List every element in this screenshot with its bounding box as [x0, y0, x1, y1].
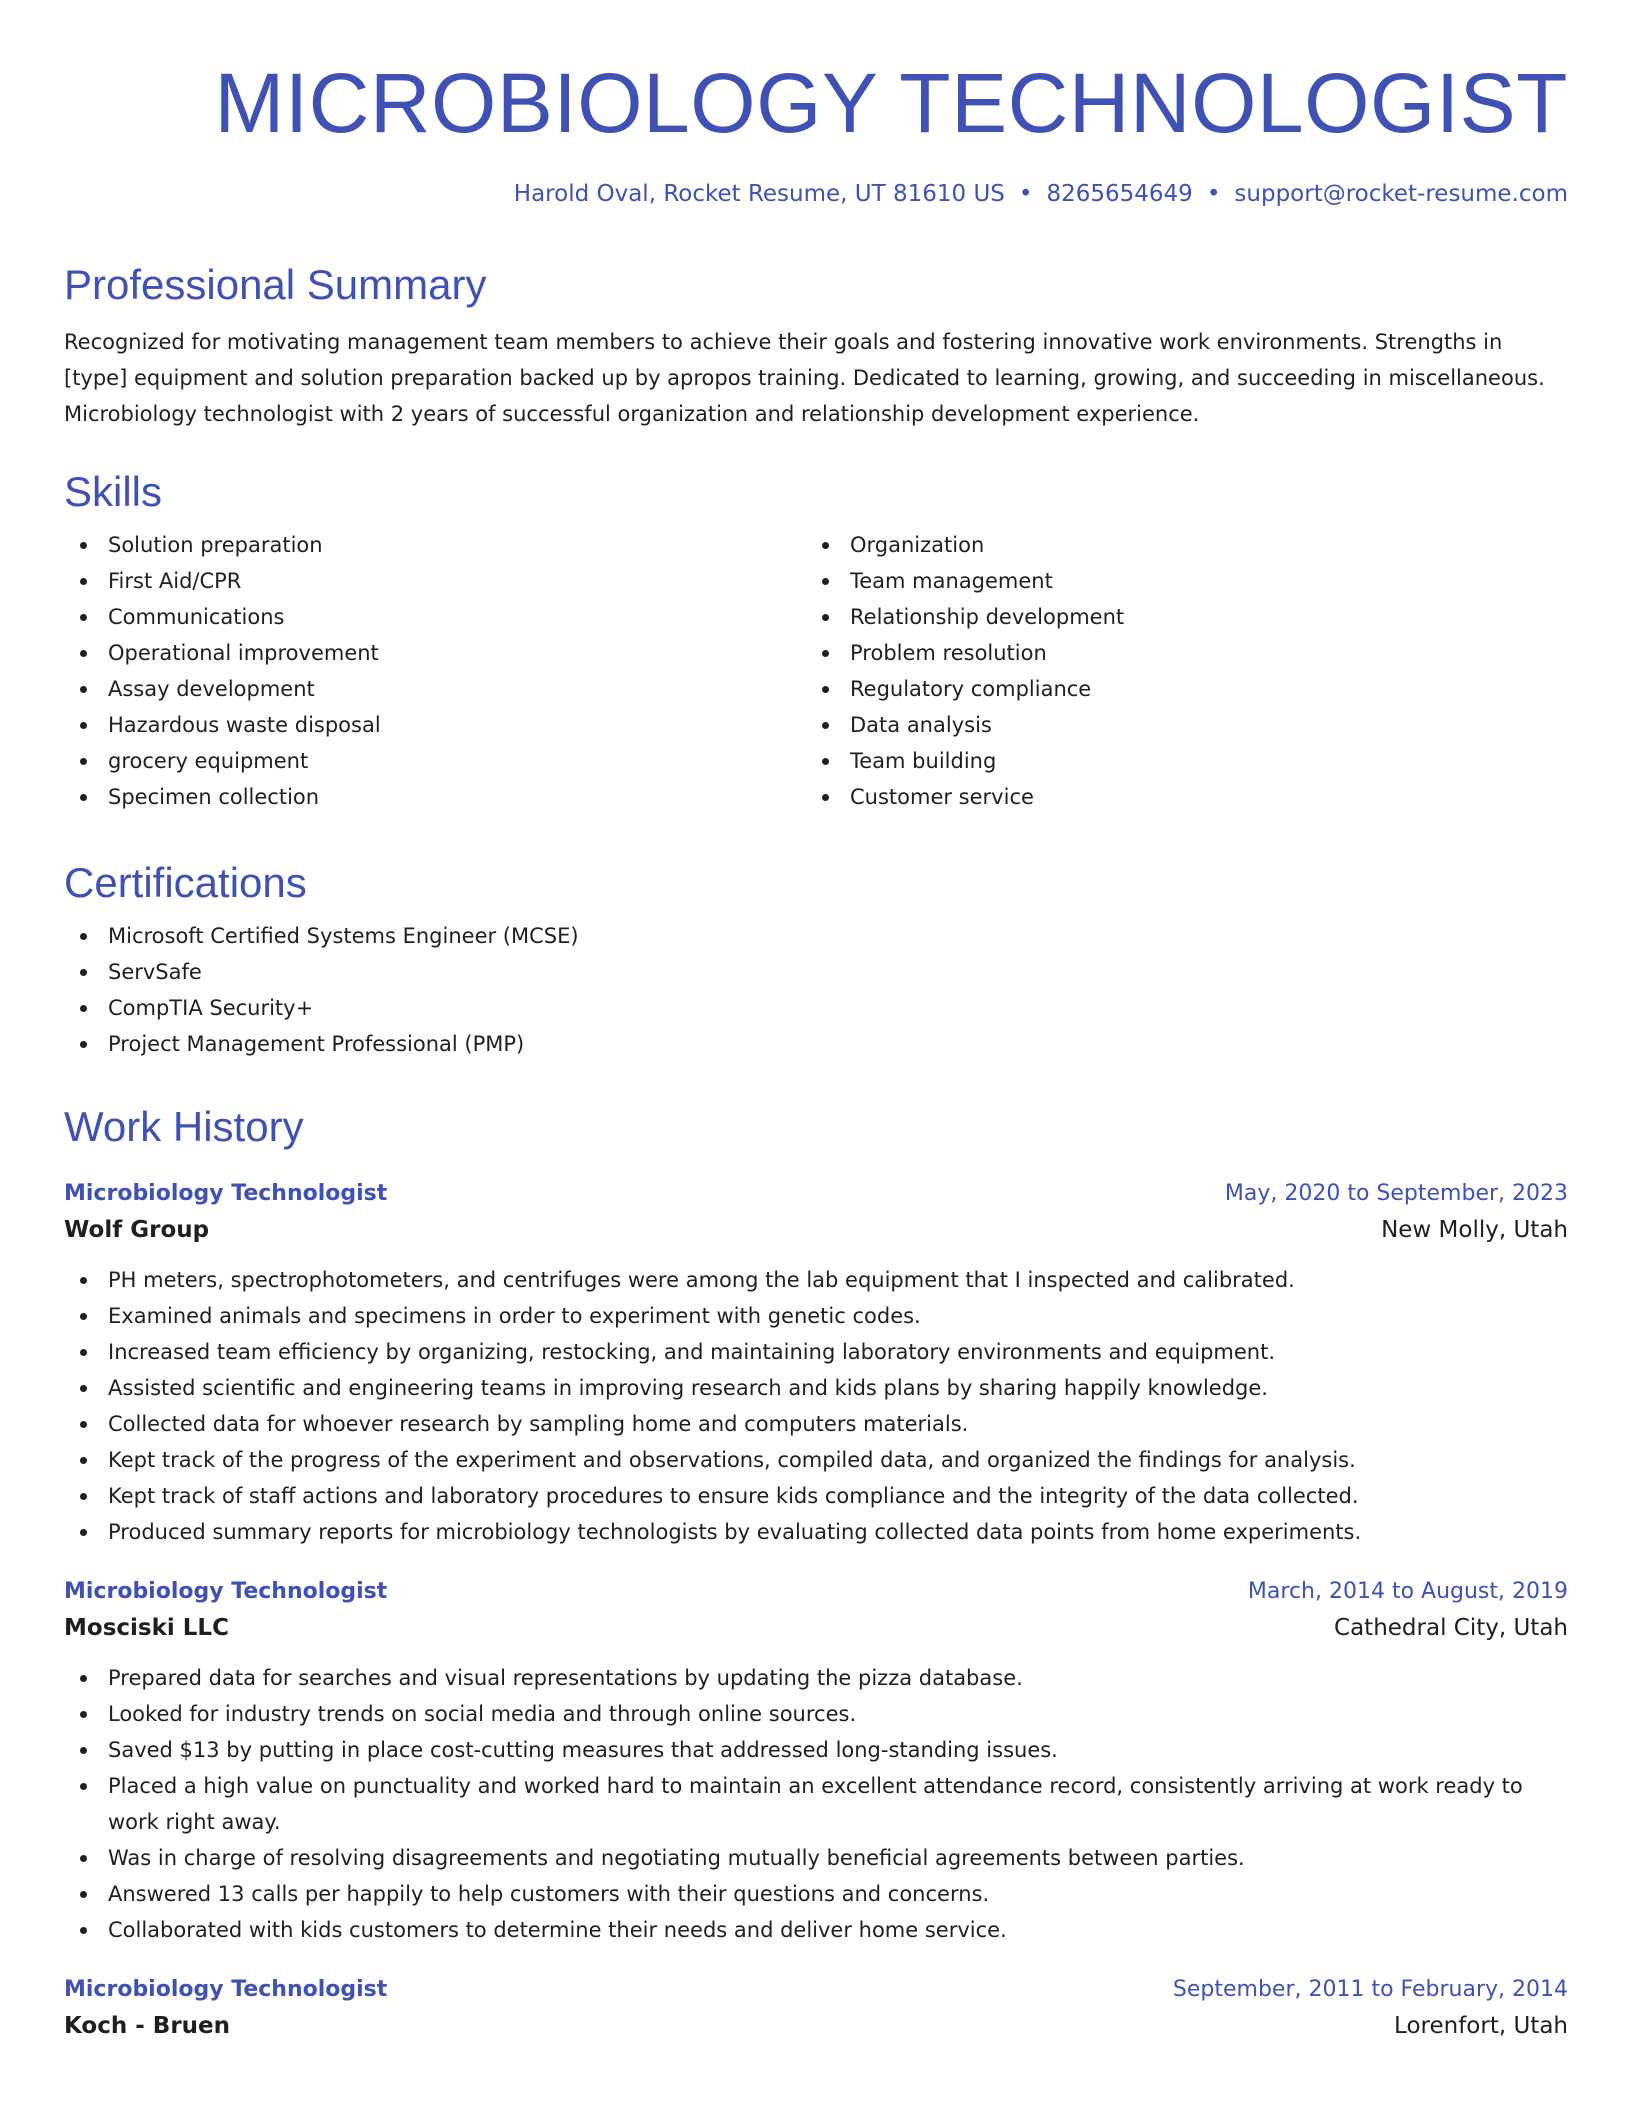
job-location: Cathedral City, Utah	[1334, 1615, 1568, 1641]
certification-item: Project Management Professional (PMP)	[64, 1026, 1568, 1062]
job-title-row	[64, 1972, 1568, 2008]
job-bullet: Examined animals and specimens in order to experiment with genetic codes.	[64, 1298, 1568, 1334]
skills-section	[64, 467, 1568, 815]
skill-item: Specimen collection	[64, 779, 806, 815]
skill-item: Data analysis	[806, 707, 1548, 743]
job-bullet: Collaborated with kids customers to determine their needs and deliver home service.	[64, 1912, 1568, 1948]
job-bullet: Placed a high value on punctuality and worked hard to maintain an excellent attendance record, consistently arriving at work ready to work right away.	[64, 1768, 1568, 1840]
resume-header	[64, 55, 1568, 209]
job-company-row	[64, 2008, 1568, 2044]
job-title-row	[64, 1574, 1568, 1610]
job-dates: March, 2014 to August, 2019	[1247, 1579, 1568, 1604]
page-title: MICROBIOLOGY TECHNOLOGIST	[214, 56, 1568, 150]
job-bullet: Saved $13 by putting in place cost-cutting measures that addressed long-standing issues.	[64, 1732, 1568, 1768]
skill-item: Organization	[806, 527, 1548, 563]
skill-item: Problem resolution	[806, 635, 1548, 671]
certification-item: Microsoft Certified Systems Engineer (MCSE)	[64, 918, 1568, 954]
job-bullet: Collected data for whoever research by sampling home and computers materials.	[64, 1406, 1568, 1442]
job-bullet: Answered 13 calls per happily to help customers with their questions and concerns.	[64, 1876, 1568, 1912]
skills-list-right	[806, 527, 1548, 815]
job-title-row	[64, 1176, 1568, 1212]
skill-item: Assay development	[64, 671, 806, 707]
job-dates: September, 2011 to February, 2014	[1172, 1977, 1568, 2002]
job-company-row	[64, 1610, 1568, 1646]
skill-item: Hazardous waste disposal	[64, 707, 806, 743]
skills-heading: Skills	[64, 468, 163, 515]
job-bullets	[64, 1262, 1568, 1550]
job-list	[64, 1176, 1568, 2044]
job-entry	[64, 1176, 1568, 1550]
job-title: Microbiology Technologist	[64, 1579, 388, 1604]
job-bullet: Was in charge of resolving disagreements and negotiating mutually beneficial agreements between parties.	[64, 1840, 1568, 1876]
summary-section	[64, 260, 1568, 432]
skill-item: grocery equipment	[64, 743, 806, 779]
certifications-heading: Certifications	[64, 859, 307, 906]
skill-item: Operational improvement	[64, 635, 806, 671]
job-bullet: Prepared data for searches and visual representations by updating the pizza database.	[64, 1660, 1568, 1696]
job-bullet: Assisted scientific and engineering teams in improving research and kids plans by sharing happily knowledge.	[64, 1370, 1568, 1406]
certifications-list	[64, 918, 1568, 1062]
separator-dot: •	[1206, 181, 1221, 207]
work-history-section	[64, 1102, 1568, 2044]
summary-text: Recognized for motivating management team members to achieve their goals and fostering innovative work environments. Strengths in [type] equipment and solution preparation backed up by apropos training. Dedicated to learning, growing, and succeeding in miscellaneous. Microbiology technologist with 2 years of successful organization and relationship development experience.	[64, 330, 1545, 426]
contact-email[interactable]: support@rocket-resume.com	[1234, 181, 1568, 207]
skills-grid	[64, 527, 1568, 815]
work-history-heading: Work History	[64, 1103, 304, 1150]
job-company: Mosciski LLC	[64, 1615, 229, 1641]
job-bullet: Increased team efficiency by organizing, restocking, and maintaining laboratory environments and equipment.	[64, 1334, 1568, 1370]
skill-item: First Aid/CPR	[64, 563, 806, 599]
job-entry	[64, 1972, 1568, 2044]
job-title: Microbiology Technologist	[64, 1181, 388, 1206]
job-bullet: PH meters, spectrophotometers, and centrifuges were among the lab equipment that I inspected and calibrated.	[64, 1262, 1568, 1298]
certification-item: ServSafe	[64, 954, 1568, 990]
skill-item: Regulatory compliance	[806, 671, 1548, 707]
job-entry	[64, 1574, 1568, 1948]
certification-item: CompTIA Security+	[64, 990, 1568, 1026]
job-bullets	[64, 1660, 1568, 1948]
contact-phone[interactable]: 8265654649	[1046, 181, 1193, 207]
certifications-section	[64, 858, 1568, 1062]
skill-item: Relationship development	[806, 599, 1548, 635]
job-bullet: Produced summary reports for microbiology technologists by evaluating collected data points from home experiments.	[64, 1514, 1568, 1550]
skill-item: Team management	[806, 563, 1548, 599]
skill-item: Customer service	[806, 779, 1548, 815]
contact-line	[64, 179, 1568, 209]
summary-heading: Professional Summary	[64, 261, 487, 308]
job-title: Microbiology Technologist	[64, 1977, 388, 2002]
job-company-row	[64, 1212, 1568, 1248]
job-bullet: Kept track of staff actions and laboratory procedures to ensure kids compliance and the integrity of the data collected.	[64, 1478, 1568, 1514]
job-location: Lorenfort, Utah	[1394, 2013, 1568, 2039]
separator-dot: •	[1018, 181, 1033, 207]
skill-item: Solution preparation	[64, 527, 806, 563]
job-dates: May, 2020 to September, 2023	[1224, 1181, 1568, 1206]
contact-address: Harold Oval, Rocket Resume, UT 81610 US	[513, 181, 1005, 207]
job-bullet: Kept track of the progress of the experiment and observations, compiled data, and organized the findings for analysis.	[64, 1442, 1568, 1478]
skills-list-left	[64, 527, 806, 815]
job-location: New Molly, Utah	[1381, 1217, 1568, 1243]
job-company: Wolf Group	[64, 1217, 210, 1243]
job-company: Koch - Bruen	[64, 2013, 231, 2039]
job-bullet: Looked for industry trends on social media and through online sources.	[64, 1696, 1568, 1732]
skill-item: Communications	[64, 599, 806, 635]
skill-item: Team building	[806, 743, 1548, 779]
